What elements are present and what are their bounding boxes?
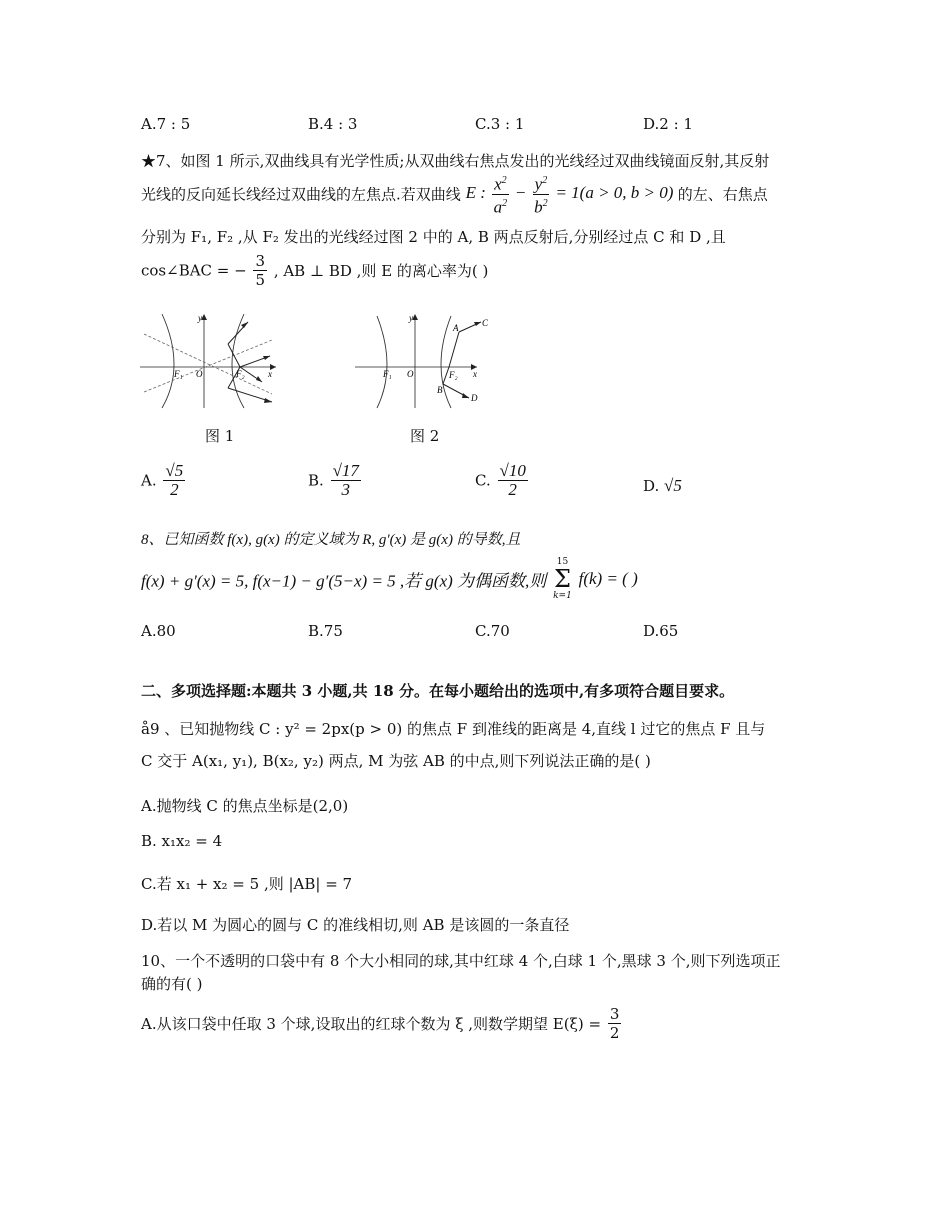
q7-option-c-num: √10 bbox=[499, 461, 526, 480]
fig1-caption: 图 1 bbox=[205, 427, 235, 445]
q7-option-b-prefix: B. bbox=[308, 471, 324, 490]
q7-option-a-fraction bbox=[163, 462, 185, 499]
fig1-f1-label: F₁ bbox=[174, 369, 183, 379]
q7-option-c-fraction bbox=[498, 462, 528, 499]
figure-1 bbox=[140, 312, 280, 410]
q9-line1: å9 、已知抛物线 C : y² = 2px(p > 0) 的焦点 F 到准线的距离是 4,直线 l 过它的焦点 F 且与 bbox=[141, 720, 766, 738]
q8-option-b: B.75 bbox=[308, 622, 343, 640]
q8-line2 bbox=[141, 556, 638, 602]
q9-option-d: D.若以 M 为圆心的圆与 C 的准线相切,则 AB 是该圆的一条直径 bbox=[141, 916, 570, 934]
q7-option-a bbox=[141, 462, 187, 499]
fig2-b-label: B bbox=[437, 385, 443, 395]
q7-option-a-prefix: A. bbox=[141, 471, 157, 490]
q8-option-d: D.65 bbox=[643, 622, 679, 640]
q6-option-d: D.2 : 1 bbox=[643, 115, 693, 133]
figure-2 bbox=[355, 312, 495, 410]
q7-line4-text-a: cos∠BAC = − bbox=[141, 261, 247, 280]
fig1-y-label: y bbox=[198, 313, 202, 323]
fig2-origin-label: O bbox=[407, 369, 414, 379]
fig1-f2-label: F₂ bbox=[236, 369, 245, 379]
q7-hyperbola-equation: E : $\frac{x^2}{a^2}$ − $\frac{y^2}{b^2}$ = 1(a > 0, b > 0) bbox=[466, 183, 678, 202]
q7-option-c-den: 2 bbox=[508, 480, 517, 499]
q10-line1: 10、一个不透明的口袋中有 8 个大小相同的球,其中红球 4 个,白球 1 个,黑球 3 个,则下列选项正 bbox=[141, 952, 781, 970]
fig2-caption: 图 2 bbox=[410, 427, 440, 445]
q7-option-a-num: √5 bbox=[165, 461, 184, 480]
q8-option-c: C.70 bbox=[475, 622, 510, 640]
section-2-heading: 二、多项选择题:本题共 3 小题,共 18 分。在每小题给出的选项中,有多项符合题目要求。 bbox=[141, 682, 735, 700]
q8-sum-bottom: k=1 bbox=[553, 591, 572, 601]
q7-line1: ★7、如图 1 所示,双曲线具有光学性质;从双曲线右焦点发出的光线经过双曲线镜面反射,其反射 bbox=[141, 152, 770, 170]
q9-option-a: A.抛物线 C 的焦点坐标是(2,0) bbox=[141, 797, 349, 815]
fig2-f1-label: F₁ bbox=[383, 369, 392, 379]
q7-line2-text-b: 的左、右焦点 bbox=[677, 185, 768, 204]
q7-option-d bbox=[643, 476, 682, 496]
q9-option-b: B. x₁x₂ = 4 bbox=[141, 832, 223, 850]
q7-line4-text-b: , AB ⊥ BD ,则 E 的离心率为( ) bbox=[273, 262, 489, 280]
q9-option-c: C.若 x₁ + x₂ = 5 ,则 |AB| = 7 bbox=[141, 875, 353, 893]
fig2-a-label: A bbox=[453, 323, 459, 333]
q8-line1: 8、已知函数 f(x), g(x) 的定义域为 R, g′(x) 是 g(x) 的导数,且 bbox=[141, 532, 521, 548]
q10-line2: 确的有( ) bbox=[141, 975, 203, 993]
q10-option-a-den: 2 bbox=[609, 1024, 620, 1042]
q7-line4 bbox=[141, 252, 488, 289]
q7-line2 bbox=[141, 172, 768, 216]
q10-option-a-num: 3 bbox=[609, 1005, 620, 1023]
q7-option-a-den: 2 bbox=[170, 480, 179, 499]
q7-option-b-den: 3 bbox=[341, 480, 350, 499]
q7-option-c bbox=[475, 462, 530, 499]
q10-option-a bbox=[141, 1005, 623, 1042]
q7-option-b-fraction bbox=[331, 462, 361, 499]
q7-option-b bbox=[308, 462, 363, 499]
q8-sum bbox=[553, 556, 572, 602]
fig1-origin-label: O bbox=[196, 369, 203, 379]
q10-option-a-text: A.从该口袋中任取 3 个球,设取出的红球个数为 ξ ,则数学期望 E(ξ) = bbox=[141, 1015, 602, 1033]
q6-option-b: B.4 : 3 bbox=[308, 115, 358, 133]
q8-line2-tail: f(k) = ( ) bbox=[578, 569, 638, 588]
q6-option-a: A.7 : 5 bbox=[141, 115, 191, 133]
q7-option-c-prefix: C. bbox=[475, 471, 491, 490]
q9-line2: C 交于 A(x₁, y₁), B(x₂, y₂) 两点, M 为弦 AB 的中点,则下列说法正确的是( ) bbox=[141, 752, 651, 770]
fig1-x-label: x bbox=[268, 369, 272, 379]
q7-line2-text-a: 光线的反向延长线经过双曲线的左焦点.若双曲线 bbox=[141, 185, 461, 204]
q7-cos-fraction: $\frac{3}{5}$ bbox=[255, 252, 266, 289]
sigma-icon: Σ bbox=[553, 565, 571, 593]
q6-option-c: C.3 : 1 bbox=[475, 115, 525, 133]
fig2-c-label: C bbox=[482, 318, 489, 328]
q8-sum-top: 15 bbox=[556, 557, 569, 567]
fig2-f2-label: F₂ bbox=[449, 370, 458, 380]
q8-option-a: A.80 bbox=[141, 622, 176, 640]
fig2-y-label: y bbox=[409, 313, 413, 323]
q7-line3: 分别为 F₁, F₂ ,从 F₂ 发出的光线经过图 2 中的 A, B 两点反射后,分别经过点 C 和 D ,且 bbox=[141, 228, 726, 246]
q7-option-b-num: √17 bbox=[332, 461, 359, 480]
fig2-x-label: x bbox=[473, 369, 477, 379]
q7-option-d-text: √5 bbox=[664, 476, 682, 495]
fig2-d-label: D bbox=[471, 393, 478, 403]
q7-option-d-prefix: D. bbox=[643, 477, 660, 495]
q8-line2-text: f(x) + g′(x) = 5, f(x−1) − g′(5−x) = 5 ,若 g(x) 为偶函数,则 bbox=[141, 571, 547, 591]
q10-option-a-fraction bbox=[608, 1005, 622, 1042]
